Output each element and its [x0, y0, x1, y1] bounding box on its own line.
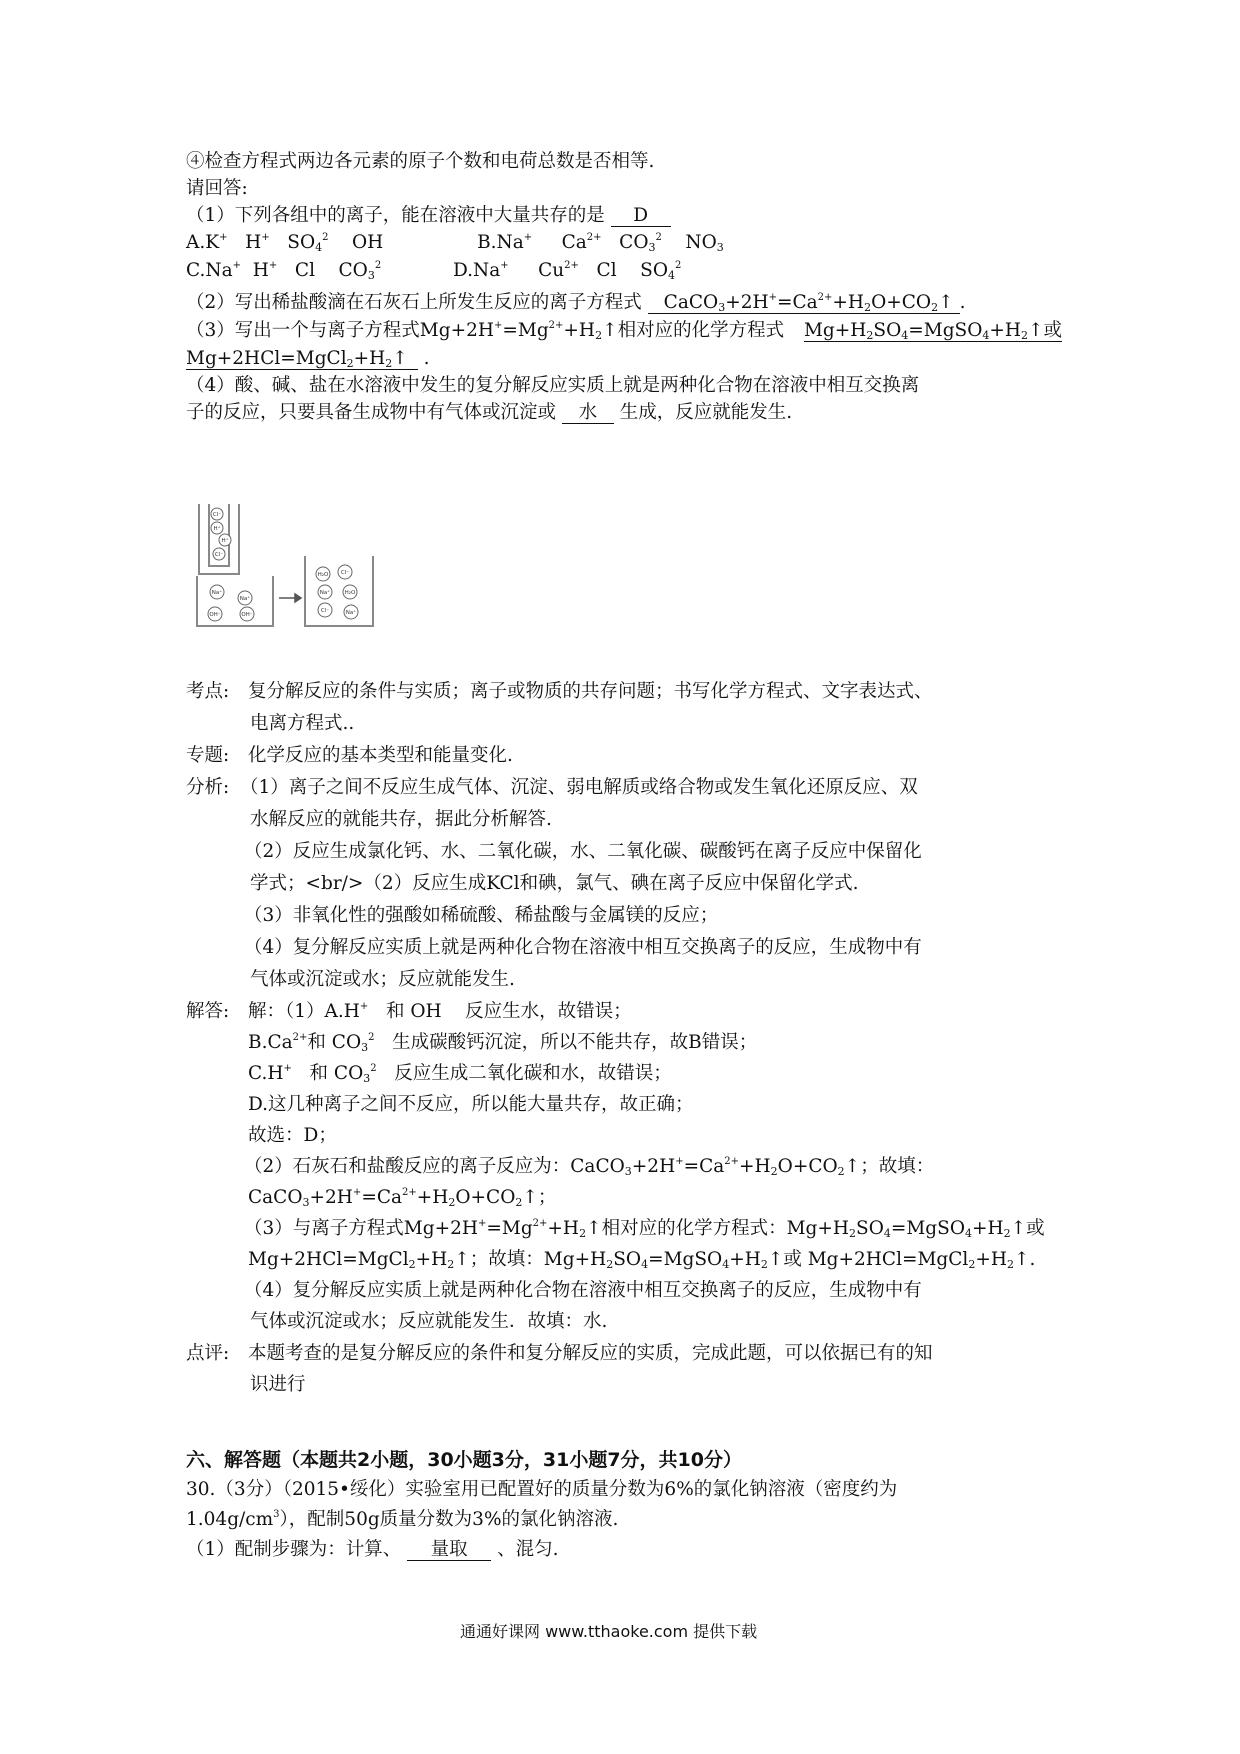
- q2-answer: $CaCO_3+2H^+=Ca^{2+}+H_2O+CO_2↑$: [648, 293, 960, 314]
- q3-answer-1: $Mg+H_2SO_4=MgSO_4+H_2↑$或: [803, 320, 1063, 342]
- kaodian-label: 考点:: [186, 681, 230, 702]
- jieda-b: $B.Ca^{2+}$和 $CO_3^2$ 生成碳酸钙沉淀，所以不能共存，故B错误；: [248, 1032, 758, 1054]
- dianping-2: 识进行: [250, 1374, 306, 1395]
- jieda-b-text: 生成碳酸钙沉淀，所以不能共存，故B错误；: [392, 1032, 758, 1053]
- dianping-1: 本题考查的是复分解反应的条件和复分解反应的实质，完成此题，可以依据已有的知: [248, 1343, 933, 1364]
- jieda-2-text: （2）石灰石和盐酸反应的离子反应为：: [244, 1156, 571, 1177]
- q1-text: （1）下列各组中的离子，能在溶液中大量共存的是: [186, 205, 605, 226]
- ion-na: Na⁺: [211, 590, 223, 596]
- dianping-label: 点评:: [186, 1343, 230, 1364]
- q4-text-b: 生成，反应就能发生.: [619, 402, 793, 423]
- ion-h: H⁺: [213, 526, 221, 532]
- jieda-2a: （2）石灰石和盐酸反应的离子反应为：$CaCO_3+2H^+=Ca^{2+}+H_2O+CO_2↑$；故填：: [244, 1156, 935, 1178]
- jieda-c-text: 反应生成二氧化碳和水，故错误；: [394, 1063, 672, 1084]
- fenxi-3: （3）非氧化性的强酸如稀硫酸、稀盐酸与金属镁的反应；: [244, 905, 719, 926]
- ion-cl: Cl⁻: [212, 512, 222, 518]
- jieda-c: C.H+ 和 $CO_3^2$ 反应生成二氧化碳和水，故错误；: [248, 1063, 672, 1085]
- ion-na: Na⁺: [319, 590, 331, 596]
- jieda-d: D.这几种离子之间不反应，所以能大量共存，故正确；: [248, 1094, 694, 1115]
- q2-text: （2）写出稀盐酸滴在石灰石上所发生反应的离子方程式: [186, 292, 642, 313]
- ion-h: H⁺: [221, 538, 229, 544]
- q1-line: [186, 204, 671, 228]
- q30-line2: $1.04g/cm^3$），配制50g质量分数为3%的氯化钠溶液.: [186, 1509, 619, 1530]
- q30-step1-end: 、混匀.: [497, 1539, 559, 1560]
- q3-mid: 相对应的化学方程式: [617, 320, 785, 341]
- ion-cl: Cl⁻: [214, 552, 224, 558]
- jieda-3a: （3）与离子方程式$Mg+2H^+=Mg^{2+}+H_2↑$相对应的化学方程式：$Mg+H_2SO_4=MgSO_4+H_2↑$或: [244, 1218, 1045, 1240]
- jieda-choose: 故选：D；: [248, 1125, 337, 1146]
- jieda-3-text: （3）与离子方程式: [244, 1218, 404, 1239]
- q30-step1-text: （1）配制步骤为：计算、: [186, 1539, 402, 1560]
- mol-h2o: H₂O: [344, 590, 356, 596]
- jieda-2b: $CaCO_3+2H^+=Ca^{2+}+H_2O+CO_2↑$；: [248, 1187, 557, 1209]
- ion-na: Na⁺: [345, 610, 357, 616]
- ion-reaction-figure: [195, 496, 375, 628]
- q30-line1: 30.（3分）（2015•绥化）实验室用已配置好的质量分数为6%的氯化钠溶液（密度约为: [186, 1479, 898, 1500]
- fenxi-label: 分析:: [186, 777, 230, 798]
- please-answer: 请回答:: [186, 178, 248, 199]
- q30-step1: [186, 1538, 558, 1562]
- kaodian-1: 复分解反应的条件与实质；离子或物质的共存问题；书写化学方程式、文字表达式、: [248, 681, 933, 702]
- footer: 通通好课网 www.tthaoke.com 提供下载: [460, 1622, 758, 1641]
- option-a: A.K: [186, 232, 220, 253]
- q3-text: （3）写出一个与离子方程式: [186, 320, 420, 341]
- jieda-a: 解：（1）A.H+ 和 OH 反应生水，故错误；: [248, 1001, 632, 1022]
- ion-cl: Cl⁻: [320, 608, 330, 614]
- kaodian-2: 电离方程式..: [250, 713, 355, 734]
- fenxi-2a: （2）反应生成氯化钙、水、二氧化碳，水、二氧化碳、碳酸钙在离子反应中保留化: [244, 841, 922, 862]
- q4-text-a: 子的反应，只要具备生成物中有气体或沉淀或: [186, 402, 557, 423]
- fenxi-4b: 气体或沉淀或水；反应就能发生.: [250, 969, 515, 990]
- ion-oh: OH⁻: [241, 612, 253, 618]
- mol-h2o: H₂O: [317, 572, 329, 578]
- ion-na: Na⁺: [239, 596, 251, 602]
- section-6-title: 六、解答题（本题共2小题，30小题3分，31小题7分，共10分）: [186, 1449, 742, 1471]
- ion-cl: Cl⁻: [340, 570, 350, 576]
- q1-answer: D: [611, 206, 671, 227]
- fenxi-4a: （4）复分解反应实质上就是两种化合物在溶液中相互交换离子的反应，生成物中有: [244, 937, 922, 958]
- q3-or: 或: [1043, 320, 1063, 341]
- fenxi-1a: （1）离子之间不反应生成气体、沉淀、弱电解质或络合物或发生氧化还原反应、双: [240, 777, 918, 798]
- zhuanti: 化学反应的基本类型和能量变化.: [248, 745, 513, 766]
- q3-line2: $Mg+2HCl=MgCl_2+H_2↑$ .: [186, 348, 430, 370]
- jieda-3-or: 或: [1026, 1218, 1045, 1239]
- q2-line: （2）写出稀盐酸滴在石灰石上所发生反应的离子方程式 $CaCO_3+2H^+=Ca^{2+}+H_2O+CO_2↑$ .: [186, 292, 966, 314]
- jieda-3-fill: ；故填：: [469, 1249, 544, 1270]
- option-d: D.Na: [453, 260, 501, 281]
- zhuanti-label: 专题:: [186, 745, 230, 766]
- q3-line: （3）写出一个与离子方程式$Mg+2H^+=Mg^{2+}+H_2↑$相对应的化学方程式 $Mg+H_2SO_4=MgSO_4+H_2↑$或: [186, 320, 1063, 342]
- q4-answer: 水: [562, 403, 614, 424]
- q3-answer-2: $Mg+2HCl=MgCl_2+H_2↑$: [186, 349, 418, 370]
- jieda-4a: （4）复分解反应实质上就是两种化合物在溶液中相互交换离子的反应，生成物中有: [244, 1280, 922, 1301]
- step4-text: ④检查方程式两边各元素的原子个数和电荷总数是否相等.: [186, 151, 655, 172]
- option-b: B.Na: [477, 232, 524, 253]
- jieda-4b: 气体或沉淀或水；反应就能发生．故填：水.: [250, 1311, 608, 1332]
- jieda-a-text: 反应生水，故错误；: [465, 1001, 632, 1022]
- q4-line2: [186, 401, 792, 425]
- option-c: C.Na: [186, 260, 233, 281]
- jieda-3b: $Mg+2HCl=MgCl_2+H_2↑$；故填：$Mg+H_2SO_4=MgSO_4+H_2↑$或 $Mg+2HCl=MgCl_2+H_2↑$.: [248, 1249, 1036, 1271]
- fenxi-2b: 学式；<br/>（2）反应生成KCl和碘，氯气、碘在离子反应中保留化学式.: [250, 873, 859, 894]
- q30-step1-answer: 量取: [407, 1540, 491, 1561]
- q30-text: ），配制50g质量分数为3%的氯化钠溶液.: [279, 1509, 619, 1530]
- jieda-3-text-b: 相对应的化学方程式：: [601, 1218, 787, 1239]
- options-cd: C.Na+ H+ Cl $CO_3^2$ D.Na+ $Cu^{2+}$ Cl $SO_4^2$: [186, 260, 682, 282]
- q30-density: 1.04g/cm: [186, 1509, 274, 1530]
- jieda-2-fill: ；故填：: [860, 1156, 935, 1177]
- ion-oh: OH⁻: [209, 612, 221, 618]
- fenxi-1b: 水解反应的就能共存，据此分析解答.: [250, 809, 552, 830]
- jieda-label: 解答:: [186, 1001, 230, 1022]
- options-ab: A.K+ H+ $SO_4^2$ OH B.Na+ $Ca^{2+}$ $CO_3^2$ $NO_3$: [186, 232, 724, 254]
- q4-line1: （4）酸、碱、盐在水溶液中发生的复分解反应实质上就是两种化合物在溶液中相互交换离: [186, 375, 920, 396]
